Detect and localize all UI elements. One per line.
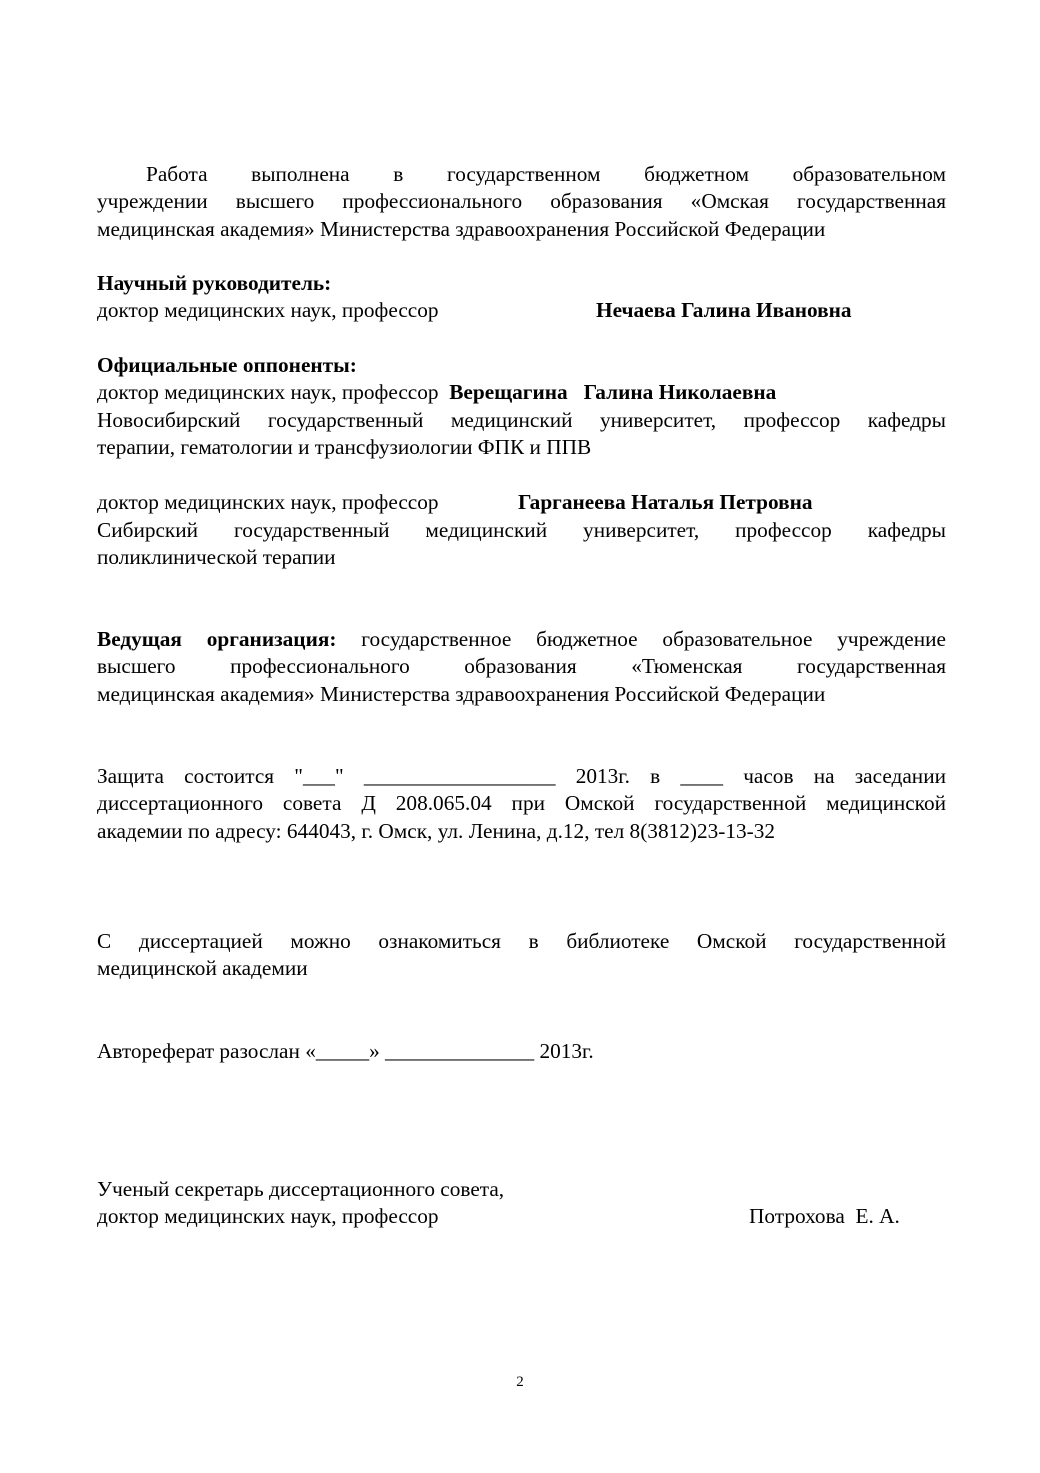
defense-line-2: диссертационного совета Д 208.065.04 при Омской государственной медицинской [97, 791, 946, 816]
leading-org-line-3: медицинская академия» Министерства здравоохранения Российской Федерации [97, 681, 826, 706]
opponent-1-affil-line-1: Новосибирский государственный медицинский университет, профессор кафедры [97, 408, 946, 432]
opponent-2-title: доктор медицинских наук, профессор [97, 490, 439, 514]
mailed-line [97, 1038, 946, 1065]
leading-org-line-1-text: государственное бюджетное образовательное учреждение [336, 627, 946, 651]
opponents-heading-block [97, 352, 946, 407]
supervisor-name: Нечаева Галина Ивановна [596, 298, 852, 322]
leading-org-line-2: высшего профессионального образования «Тюменская государственная [97, 654, 946, 679]
secretary-name: Потрохова Е. А. [749, 1204, 900, 1228]
intro-paragraph [97, 161, 946, 243]
leading-org-line-1 [97, 626, 946, 653]
opponent-2-name: Гарганеева Наталья Петровна [518, 490, 813, 514]
opponent-2-affiliation [97, 517, 946, 572]
opponent-1-title: доктор медицинских наук, профессор [97, 380, 439, 405]
opponent-1-name: Верещагина Галина Николаевна [449, 380, 777, 405]
secretary-line-1: Ученый секретарь диссертационного совета, [97, 1177, 505, 1201]
opponents-heading: Официальные оппоненты: [97, 353, 357, 377]
supervisor-heading: Научный руководитель: [97, 271, 332, 295]
defense-line-1: Защита состоится "___" __________________ 2013г. в ____ часов на заседании [97, 764, 946, 788]
intro-line-3: медицинская академия» Министерства здравоохранения Российской Федерации [97, 216, 826, 241]
library-line-1: С диссертацией можно ознакомиться в библиотеке Омской государственной [97, 929, 946, 953]
library-line-2: медицинской академии [97, 956, 308, 981]
defense-paragraph [97, 763, 946, 845]
opponent-1-affil-line-2: терапии, гематологии и трансфузиологии ФПК и ППВ [97, 435, 592, 460]
leading-org-paragraph [97, 626, 946, 708]
intro-line-1: Работа выполнена в государственном бюджетном образовательном [146, 162, 946, 186]
opponent-2-affil-line-2: поликлинической терапии [97, 545, 336, 570]
secretary-title: доктор медицинских наук, профессор [97, 1204, 439, 1229]
opponent-1-title-row [97, 379, 946, 406]
mailed-text: Автореферат разослан «_____» ______________ 2013г. [97, 1039, 594, 1063]
leading-org-label: Ведущая организация: [97, 627, 337, 651]
library-paragraph [97, 928, 946, 983]
page-number: 2 [516, 1374, 524, 1390]
defense-line-3: академии по адресу: 644043, г. Омск, ул. Ленина, д.12, тел 8(3812)23-13-32 [97, 818, 776, 843]
intro-line-2: учреждении высшего профессионального образования «Омская государственная [97, 189, 946, 214]
supervisor-title: доктор медицинских наук, профессор [97, 298, 439, 323]
opponent-2-affil-line-1: Сибирский государственный медицинский университет, профессор кафедры [97, 518, 946, 542]
opponent-1-affiliation [97, 407, 946, 462]
